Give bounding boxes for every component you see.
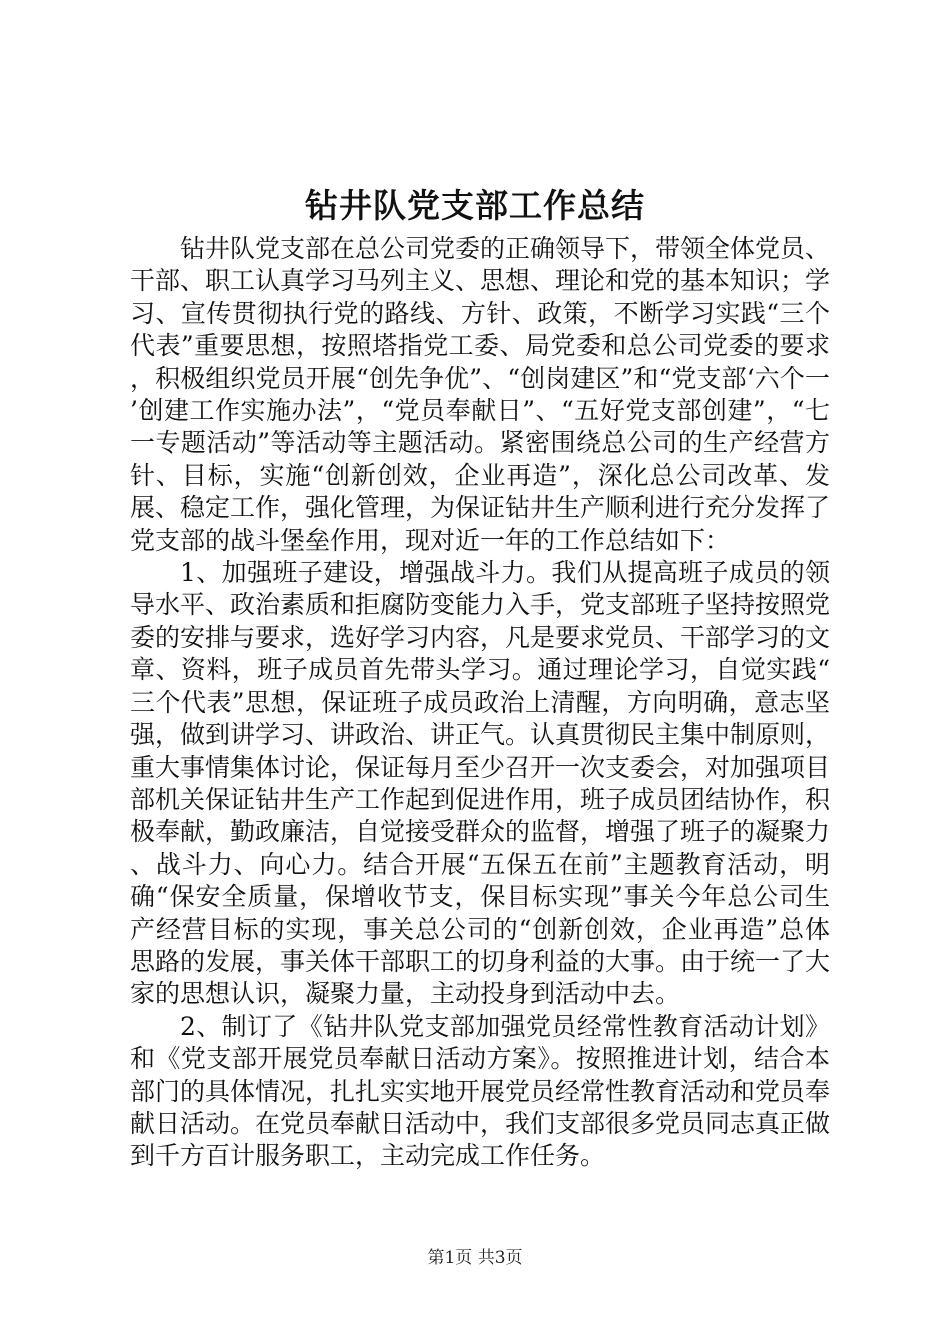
paragraph-section-1: 1、加强班子建设，增强战斗力。我们从提高班子成员的领导水平、政治素质和拒腐防变能力入手，党支部班子坚持按照党委的安排与要求，选好学习内容，凡是要求党员、干部学习的文章、资料，班子成员首先带头学习。通过理论学习，自觉实践“三个代表”思想，保证班子成员政治上清醒，方向明确，意志坚强，做到讲学习、讲政治、讲正气。认真贯彻民主集中制原则，重大事情集体讨论，保证每月至少召开一次支委会，对加强项目部机关保证钻井生产工作起到促进作用，班子成员团结协作，积极奉献，勤政廉洁，自觉接受群众的监督，增强了班子的凝聚力、战斗力、向心力。结合开展“五保五在前”主题教育活动，明确“保安全质量，保增收节支，保目标实现”事关今年总公司生产经营目标的实现，事关总公司的“创新创效，企业再造”总体思路的发展，事关体干部职工的切身利益的大事。由于统一了大家的思想认识，凝聚力量，主动投身到活动中去。 (130, 558, 831, 1009)
page-number-footer: 第1页 共3页 (427, 1248, 523, 1268)
document-title: 钻井队党支部工作总结 (305, 186, 645, 225)
paragraph-section-2: 2、制订了《钻井队党支部加强党员经常性教育活动计划》和《党支部开展党员奉献日活动方案》。按照推进计划，结合本部门的具体情况，扎扎实实地开展党员经常性教育活动和党员奉献日活动。在党员奉献日活动中，我们支部很多党员同志真正做到千方百计服务职工，主动完成工作任务。 (130, 1011, 831, 1171)
paragraph-intro: 钻井队党支部在总公司党委的正确领导下，带领全体党员、干部、职工认真学习马列主义、思想、理论和党的基本知识；学习、宣传贯彻执行党的路线、方针、政策，不断学习实践“三个代表”重要思想，按照塔指党工委、局党委和总公司党委的要求，积极组织党员开展“创先争优”、“创岗建区”和“党支部‘六个一’创建工作实施办法”，“党员奉献日”、“五好党支部创建”，“七一专题活动”等活动等主题活动。紧密围绕总公司的生产经营方针、目标，实施“创新创效，企业再造”，深化总公司改革、发展、稳定工作，强化管理，为保证钻井生产顺利进行充分发挥了党支部的战斗堡垒作用，现对近一年的工作总结如下： (130, 234, 831, 555)
document-body (130, 233, 830, 1173)
